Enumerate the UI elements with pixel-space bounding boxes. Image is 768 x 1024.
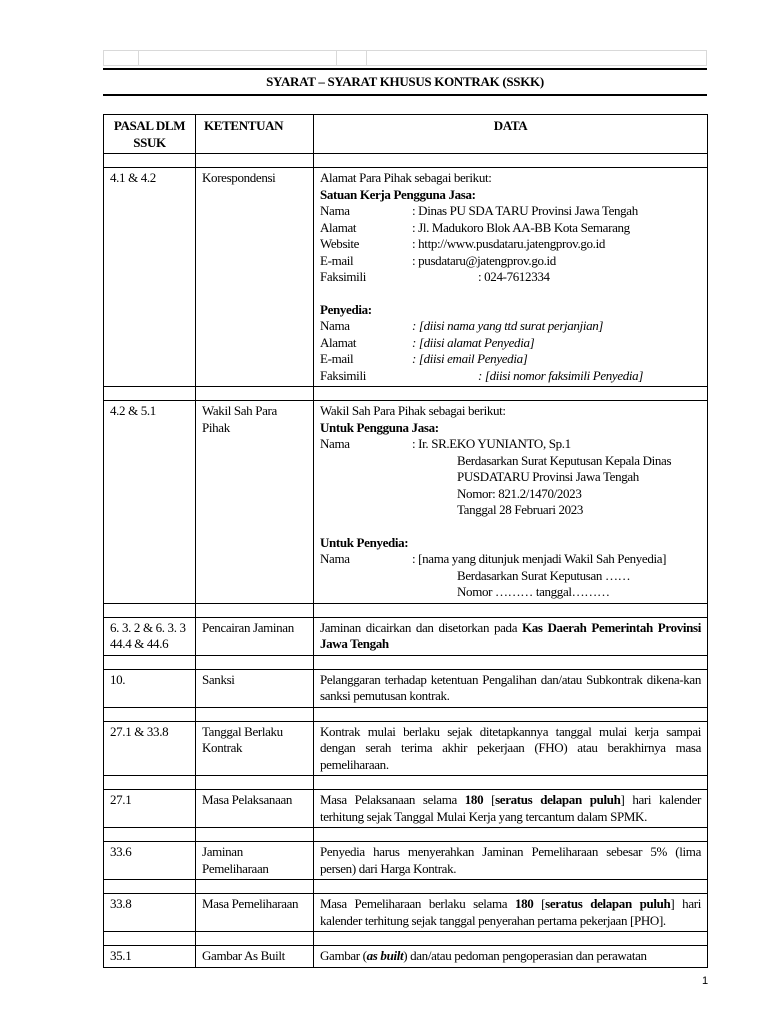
header-ketentuan: KETENTUAN	[196, 115, 314, 154]
pasal-cell: 10.	[104, 669, 196, 707]
table-row	[104, 894, 708, 932]
field-value: : http://www.pusdataru.jatengprov.go.id	[412, 236, 605, 251]
field-value: : 024-7612334	[478, 269, 550, 284]
table-row	[104, 168, 708, 387]
detail-line: Berdasarkan Surat Keputusan ……	[457, 567, 631, 583]
detail-line: Berdasarkan Surat Keputusan Kepala Dinas	[457, 452, 672, 468]
field-label: Faksimili	[320, 269, 366, 284]
data-text: ) dan/atau pedoman pengoperasian dan perawatan	[403, 948, 647, 963]
page-number: 1	[702, 975, 709, 987]
data-text: Jaminan dicairkan dan disetorkan pada	[320, 619, 522, 635]
field-value: : [diisi nama yang ttd surat perjanjian]	[412, 318, 604, 333]
ketentuan-cell: Masa Pelaksanaan	[196, 790, 314, 828]
field-label: Alamat	[320, 334, 357, 350]
table-row	[104, 617, 708, 655]
detail-line: Tanggal 28 Februari 2023	[457, 502, 584, 517]
sskk-table	[103, 114, 708, 968]
table-header-row	[104, 115, 708, 154]
pasal-cell: 33.8	[104, 894, 196, 932]
field-label: Nama	[320, 318, 350, 333]
pasal-cell: 33.6	[104, 842, 196, 880]
data-cell	[314, 401, 708, 604]
subheading: Penyedia:	[320, 301, 372, 317]
data-text: Masa Pemeliharaan berlaku selama	[320, 896, 515, 911]
field-label: E-mail	[320, 252, 354, 268]
data-cell	[314, 168, 708, 387]
table-row	[104, 669, 708, 707]
table-row	[104, 790, 708, 828]
table-row	[104, 946, 708, 968]
data-cell	[314, 894, 708, 932]
ketentuan-cell: Sanksi	[196, 669, 314, 707]
field-value: : Dinas PU SDA TARU Provinsi Jawa Tengah	[412, 203, 638, 218]
data-text-bold: seratus delapan puluh	[495, 792, 621, 807]
ketentuan-cell: Korespondensi	[196, 168, 314, 387]
ketentuan-cell: Jaminan Pemeliharaan	[196, 842, 314, 880]
field-value: : Jl. Madukoro Blok AA-BB Kota Semarang	[412, 219, 630, 235]
detail-line: Nomor: 821.2/1470/2023	[457, 485, 582, 501]
header-pasal: PASAL DLM SSUK	[104, 115, 196, 154]
pasal-cell: 27.1	[104, 790, 196, 828]
data-text: ] hari kalender terhitung sejak tanggal penyerahan pertama pekerjaan [PHO].	[320, 896, 701, 928]
field-label: Faksimili	[320, 367, 366, 383]
data-cell: Kontrak mulai berlaku sejak ditetapkannya tanggal mulai kerja sampai dengan serah terima akhir pekerjaan (FHO) atau berakhirnya masa pemeliharaan.	[314, 721, 708, 776]
ketentuan-cell: Masa Pemeliharaan	[196, 894, 314, 932]
table-row	[104, 401, 708, 604]
field-value: : pusdataru@jatengprov.go.id	[412, 252, 556, 268]
ketentuan-cell: Gambar As Built	[196, 946, 314, 968]
document-title: SYARAT – SYARAT KHUSUS KONTRAK (SSKK)	[103, 68, 707, 96]
pasal-cell: 4.1 & 4.2	[104, 168, 196, 387]
field-label: Nama	[320, 203, 350, 218]
subheading: Untuk Pengguna Jasa:	[320, 419, 439, 435]
data-cell	[314, 790, 708, 828]
data-text-bold: 180	[464, 792, 484, 807]
field-label: E-mail	[320, 351, 354, 366]
detail-line: Nomor ……… tanggal………	[457, 584, 610, 599]
data-text-bold: seratus delapan puluh	[545, 896, 671, 911]
ketentuan-cell: Tanggal Berlaku Kontrak	[196, 721, 314, 776]
data-text: Gambar (	[320, 948, 367, 963]
field-value: : [nama yang ditunjuk menjadi Wakil Sah Penyedia]	[412, 551, 667, 566]
data-cell	[314, 617, 708, 655]
pasal-cell: 35.1	[104, 946, 196, 968]
field-label: Nama	[320, 436, 350, 451]
intro-text: Alamat Para Pihak sebagai berikut:	[320, 170, 492, 185]
data-cell: Penyedia harus menyerahkan Jaminan Pemeliharaan sebesar 5% (lima persen) dari Harga Kontrak.	[314, 842, 708, 880]
field-value: : [diisi alamat Penyedia]	[412, 334, 535, 350]
table-row	[104, 721, 708, 776]
field-label: Website	[320, 236, 360, 251]
pasal-cell: 6. 3. 2 & 6. 3. 3 44.4 & 44.6	[104, 617, 196, 655]
intro-text: Wakil Sah Para Pihak sebagai berikut:	[320, 403, 506, 418]
data-text-bold: Kas Daerah Pemerintah Provinsi Jawa Tengah	[320, 619, 701, 651]
data-cell: Pelanggaran terhadap ketentuan Pengalihan dan/atau Subkontrak dikena-kan sanksi pemutusan kontrak.	[314, 669, 708, 707]
pasal-cell: 27.1 & 33.8	[104, 721, 196, 776]
pasal-cell: 4.2 & 5.1	[104, 401, 196, 604]
field-value: : [diisi nomor faksimili Penyedia]	[478, 367, 644, 383]
ketentuan-cell: Pencairan Jaminan	[196, 617, 314, 655]
header-grid	[103, 50, 707, 66]
data-text: [	[483, 792, 496, 807]
data-text: [	[533, 896, 546, 911]
field-value: : [diisi email Penyedia]	[412, 351, 528, 366]
ketentuan-cell: Wakil Sah Para Pihak	[196, 401, 314, 604]
data-text-bold-italic: as built	[366, 948, 404, 963]
field-value: : Ir. SR.EKO YUNIANTO, Sp.1	[412, 436, 571, 451]
data-text-bold: 180	[514, 896, 534, 911]
table-row	[104, 842, 708, 880]
header-data: DATA	[314, 115, 708, 154]
data-text: Masa Pelaksanaan selama	[320, 792, 465, 807]
subheading: Satuan Kerja Pengguna Jasa:	[320, 186, 476, 202]
field-label: Nama	[320, 551, 350, 566]
detail-line: PUSDATARU Provinsi Jawa Tengah	[457, 469, 639, 484]
subheading: Untuk Penyedia:	[320, 534, 409, 550]
data-text: ] hari kalender terhitung sejak Tanggal Mulai Kerja yang tercantum dalam SPMK.	[320, 792, 701, 824]
field-label: Alamat	[320, 219, 357, 235]
data-cell	[314, 946, 708, 968]
